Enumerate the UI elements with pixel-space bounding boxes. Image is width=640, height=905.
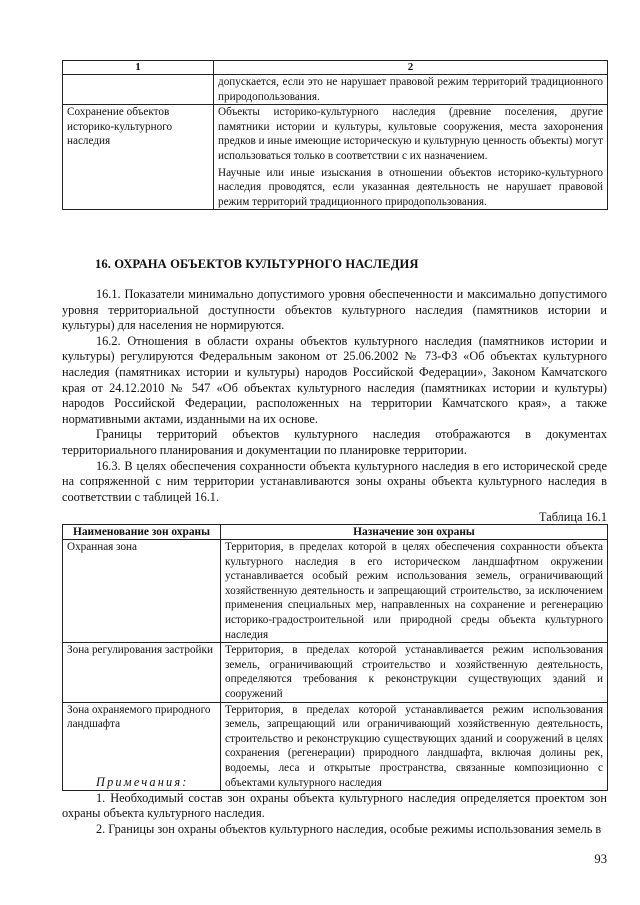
column-number-1: 1 — [63, 61, 214, 75]
header-zone-name: Наименование зон охраны — [63, 525, 221, 540]
table-cell — [214, 105, 608, 210]
cell-paragraph: Научные или иные изыскания в отношении объектов историко-культурного наследия проводятся, если указанная деятельность не нарушает правовой режим территорий традиционного природопользования. — [218, 166, 603, 208]
section-body — [62, 287, 607, 505]
column-number-2: 2 — [214, 61, 608, 75]
zone-name: Зона регулирования застройки — [63, 643, 221, 702]
table-row — [63, 643, 608, 702]
paragraph: 16.1. Показатели минимально допустимого уровня обеспеченности и максимально допустимого уровня территориальной доступности объектов культурного наследия (памятников истории и культуры) для населения не нормируются. — [62, 287, 607, 333]
zone-purpose: Территория, в пределах которой устанавливается режим использования земель, ограничивающий строительство и хозяйственную деятельность, определяются требования к реконструкции существующих зданий и сооружений — [221, 643, 608, 702]
paragraph: Границы территорий объектов культурного наследия отображаются в документах территориального планирования и документации по планировке территории. — [62, 427, 607, 457]
notes-block — [62, 775, 607, 837]
table-header-row — [63, 525, 608, 540]
table-cell: Сохранение объектов историко-культурного наследия — [63, 105, 214, 210]
cell-paragraph: Объекты историко-культурного наследия (древние поселения, другие памятники истории и культуры, культовые сооружения, места захоронения предков и иные имеющие историческую и культурную ценность объекты) могут использоваться только в соответствии с их назначением. — [218, 106, 603, 162]
paragraph: 16.3. В целях обеспечения сохранности объекта культурного наследия в его исторической среде на сопряженной с ним территории устанавливаются зоны охраны объекта культурного наследия в соответствии с таблицей 16.1. — [62, 458, 607, 504]
table-row — [63, 75, 608, 105]
paragraph: 16.2. Отношения в области охраны объектов культурного наследия (памятников истории и культуры) регулируются Федеральным законом от 25.06.2002 № 73-ФЗ «Об объектах культурного наследия (памятниках истории и культуры) народов Российской Федерации», Законом Камчатского края от 24.12.2010 № 547 «Об объектах культурного наследия (памятниках истории и культуры) народов Российской Федерации, расположенных на территории Камчатского края», а также нормативными актами, изданными на их основе. — [62, 333, 607, 426]
zone-name: Зона охраняемого природного ландшафта — [63, 702, 221, 791]
notes-heading: Примечания: — [96, 775, 189, 789]
table-caption: Таблица 16.1 — [539, 510, 607, 524]
zones-table — [62, 524, 608, 791]
table-row — [63, 105, 608, 210]
section-title: 16. ОХРАНА ОБЪЕКТОВ КУЛЬТУРНОГО НАСЛЕДИЯ — [95, 257, 419, 271]
table-header-row — [63, 61, 608, 75]
table-cell — [63, 75, 214, 105]
note-item: 1. Необходимый состав зон охраны объекта культурного наследия определяется проектом зон охраны объекта культурного наследия. — [62, 790, 607, 821]
table-cell: допускается, если это не нарушает правовой режим территорий традиционного природопользования. — [214, 75, 608, 105]
zone-name: Охранная зона — [63, 540, 221, 643]
header-zone-purpose: Назначение зон охраны — [221, 525, 608, 540]
table-row — [63, 540, 608, 643]
note-item: 2. Границы зон охраны объектов культурного наследия, особые режимы использования земель в — [96, 821, 602, 836]
page-number: 93 — [594, 852, 607, 866]
zone-purpose: Территория, в пределах которой устанавливается режим использования земель, запрещающий или ограничивающий хозяйственную деятельность, строительство и реконструкцию существующих зданий и сооружений в целях сохранения (регенерации) природного ландшафта, включая долины рек, водоемы, леса и открытые пространства, связанные композиционно с объектами культурного наследия — [221, 702, 608, 791]
zone-purpose: Территория, в пределах которой в целях обеспечения сохранности объекта культурного наследия в его историческом ландшафтном окружении устанавливается особый режим использования земель, ограничивающий хозяйственную деятельность и запрещающий строительство, за исключением применения специальных мер, направленных на сохранение и регенерацию историко-градостроительной или природной среды объекта культурного наследия — [221, 540, 608, 643]
top-continuation-table — [62, 60, 608, 210]
